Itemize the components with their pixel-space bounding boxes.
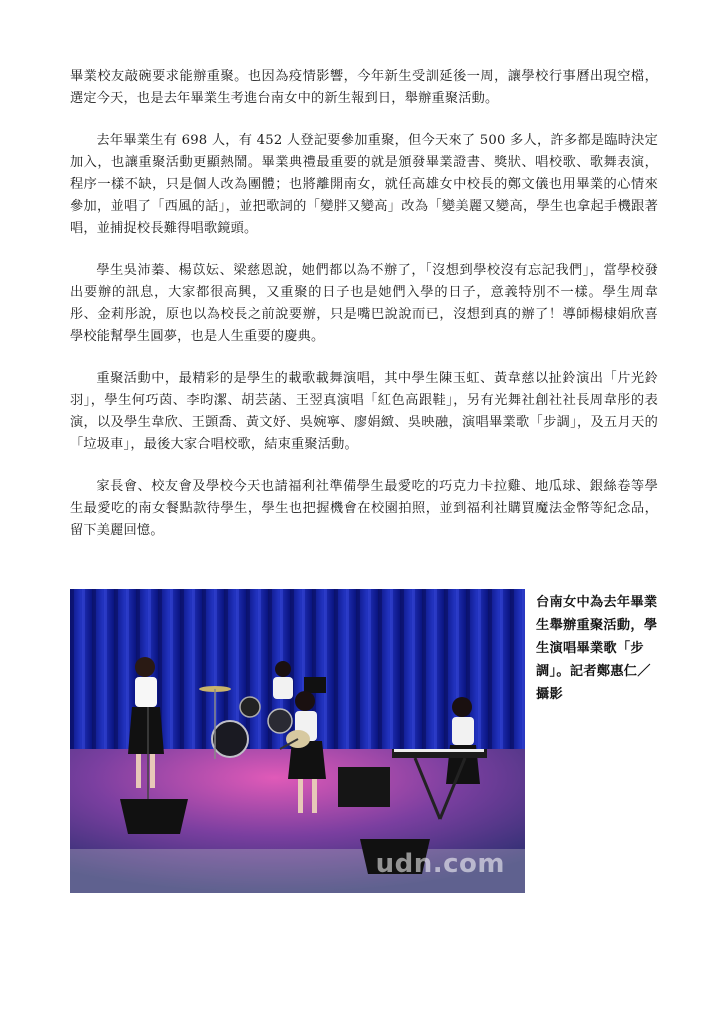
article-body <box>70 66 658 562</box>
photo-caption: 台南女中為去年畢業生舉辦重聚活動，學生演唱畢業歌「步調」。記者鄭惠仁／攝影 <box>536 595 658 702</box>
article-paragraph: 去年畢業生有 698 人，有 452 人登記要參加重聚，但今天來了 500 多人，許多都是臨時決定加入，也讓重聚活動更顯熱鬧。畢業典禮最重要的就是頒發畢業證書、獎狀、唱校歌、歌舞表演，程序一樣不缺，只是個人改為團體；也將離開南女，就任高雄女中校長的鄭文儀也用畢業的心情來參加，並唱了「西風的話」，並把歌詞的「變胖又變高」改為「變美麗又變高，學生也拿起手機跟著唱，並捕捉校長難得唱歌鏡頭。 <box>70 133 658 236</box>
music-stand <box>304 677 326 693</box>
drummer <box>273 661 293 699</box>
article-paragraph: 家長會、校友會及學校今天也請福利社準備學生最愛吃的巧克力卡拉雞、地瓜球、銀絲卷等學生最愛吃的南女餐點款待學生，學生也把握機會在校園拍照，並到福利社購買魔法金幣等紀念品，留下美麗回憶。 <box>70 479 658 538</box>
concert-stage-illustration <box>70 589 525 893</box>
article-paragraph: 畢業校友敲碗要求能辦重聚。也因為疫情影響，今年新生受訓延後一周，讓學校行事曆出現空檔，選定今天，也是去年畢業生考進台南女中的新生報到日，舉辦重聚活動。 <box>70 69 658 106</box>
amplifier <box>338 767 390 807</box>
stage-monitor <box>120 799 188 834</box>
photo-watermark: udn.com <box>375 849 505 879</box>
news-photo <box>70 589 525 893</box>
article-paragraph: 學生吳沛蓁、楊苡妘、梁慈恩說，她們都以為不辦了，「沒想到學校沒有忘記我們」，當學校發出要辦的訊息，大家都很高興，又重聚的日子也是她們入學的日子，意義特別不一樣。學生周韋彤、金莉彤說，原也以為校長之前說要辦，只是嘴巴說說而已，沒想到真的辦了！導師楊棣娟欣喜學校能幫學生圓夢，也是人生重要的慶典。 <box>70 263 658 344</box>
article-paragraph: 重聚活動中，最精彩的是學生的載歌載舞演唱，其中學生陳玉虹、黃韋慈以扯鈴演出「片光鈴羽」，學生何巧茵、李昀潔、胡芸菡、王翌真演唱「紅色高跟鞋」，另有光舞社創社社長周韋彤的表演，以及學生韋欣、王顗喬、黃文妤、吳婉寧、廖娟緻、吳映融，演唱畢業歌「步調」，及五月天的「垃圾車」，最後大家合唱校歌，結束重聚活動。 <box>70 371 658 452</box>
